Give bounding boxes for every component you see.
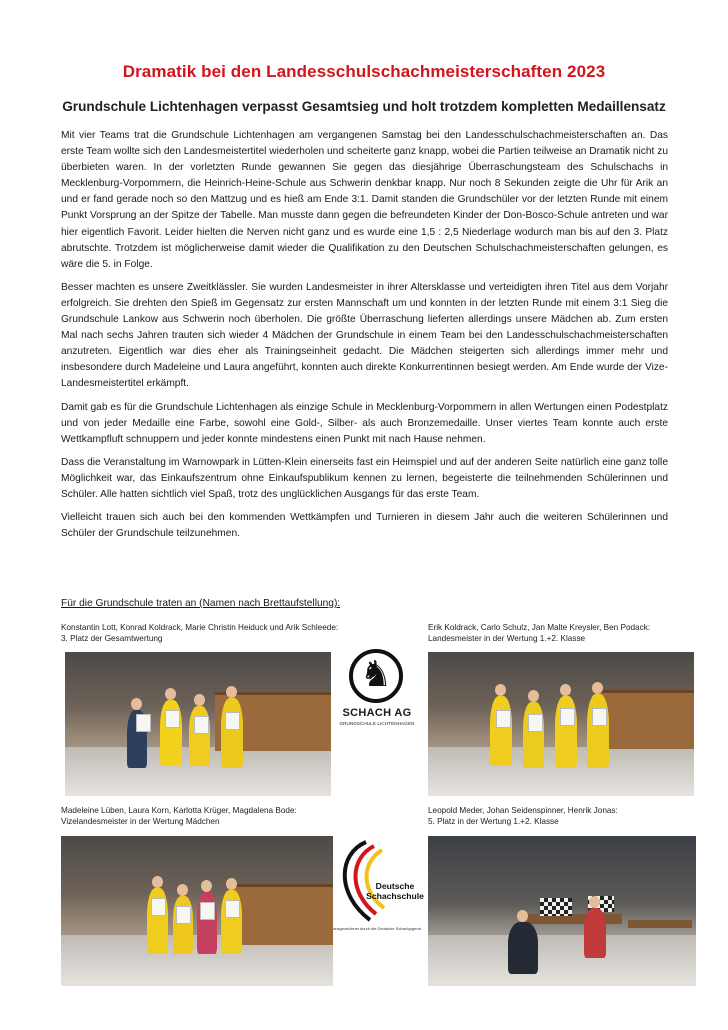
team-photo <box>428 652 694 796</box>
team-result: 3. Platz der Gesamtwertung <box>61 634 163 643</box>
paragraph: Besser machten es unsere Zweitklässler. Sie wurden Landesmeister in ihrer Altersklasse und verteidigten ihren Titel aus dem Vorjahr erfolgreich. Sie drehten den Spieß im Gegensatz zur ersten Mannschaft um und konnten in der letzten Runde mit einem 3:1 Sieg die Grundschule Lankow aus Schwerin noch überholen. Die größte Überraschung lieferten allerdings unsere Mädchen ab. Zum ersten Mal nach sechs Jahren trauten sich wieder 4 Mädchen der Grundschule in einem Team bei den Landesschulschachmeisterschaften anzutreten. Eigentlich war dies eher als Trainingseinheit gedacht. Die Mädchen steigerten sich allerdings immer mehr und insbesondere durch Madeleine und Laura angeführt, konnten auch direkte Konkurrentinnen besiegt werden. Am Ende wurde der Vize-Landesmeistertitel erkämpft. <box>61 281 668 390</box>
paragraph: Damit gab es für die Grundschule Lichtenhagen als einzige Schule in Mecklenburg-Vorpommern in allen Wertungen einen Podestplatz und von jeder Medaille eine Farbe, sowohl eine Gold-, Silber- als auch Bronzemedaille. Unser viertes Team konnte auch erste Wettkampfluft schnuppern und jeder konnte mindestens einen Punkt mit nach Hause nehmen. <box>61 401 668 445</box>
schach-ag-logo <box>336 645 418 745</box>
logo-name: SCHACH AG <box>342 707 412 719</box>
team-names: Madeleine Lüben, Laura Korn, Karlotta Krüger, Magdalena Bode: <box>61 806 297 815</box>
logo-subtitle: ausgezeichnet durch die Deutsche Schachjugend <box>333 926 421 931</box>
team-names: Erik Koldrack, Carlo Schulz, Jan Malte Kreysler, Ben Podack: <box>428 623 651 632</box>
team-caption <box>428 622 650 644</box>
logo-swoosh-icon <box>330 834 424 926</box>
article-body <box>61 128 668 549</box>
team-names: Konstantin Lott, Konrad Koldrack, Marie Christin Heiduck und Arik Schleede: <box>61 623 339 632</box>
article-title: Dramatik bei den Landesschulschachmeisterschaften 2023 <box>122 62 606 81</box>
deutsche-schachschule-logo <box>330 834 424 938</box>
team-photo <box>428 836 696 986</box>
article-subtitle: Grundschule Lichtenhagen verpasst Gesamtsieg und holt trotzdem kompletten Medaillensatz <box>62 99 666 114</box>
team-result: Vizelandesmeister in der Wertung Mädchen <box>61 817 220 826</box>
team-caption <box>428 805 618 827</box>
logo-name: Deutsche Schachschule <box>366 881 424 901</box>
team-result: Landesmeister in der Wertung 1.+2. Klasse <box>428 634 586 643</box>
paragraph: Mit vier Teams trat die Grundschule Lichtenhagen am vergangenen Samstag bei den Landesschulschachmeisterschaften an. Das erste Team wollte sich den Landesmeistertitel wiederholen und scheiterte ganz knapp, wobei die Partien teilweise an Dramatik nicht zu überbieten waren. In der vorletzten Runde gewannen Sie gegen das diesjährige Überraschungsteam des Schulschachs in Mecklenburg-Vorpommern, die Heinrich-Heine-Schule aus Schwerin denkbar knapp. Nur noch 8 Sekunden zeigte die Uhr für Arik an und er fand gerade noch so den Mattzug und es hieß am Ende 3:1. Damit standen die Grundschüler vor der letzten Runde mit einem Punkt Vorsprung an der Spitze der Tabelle. Man musste dann gegen die befreundeten Kinder der Don-Bosco-Schule antreten und war hier eigentlich Favorit. Leider hielten die Nerven nicht ganz und es wurde eine 1,5 : 2,5 Niederlage wodurch man bis auf den 3. Platz abrutschte. Trotzdem ist möglicherweise damit wieder die Qualifikation zu den Deutschen Schulschachmeisterschaften gelungen, es wäre die 5. in Folge. <box>61 130 668 270</box>
logo-subtitle: GRUNDSCHULE LICHTENHAGEN <box>339 721 415 726</box>
team-caption <box>61 622 338 644</box>
chess-knight-icon: ♞ <box>359 654 393 695</box>
paragraph: Dass die Veranstaltung im Warnowpark in Lütten-Klein einerseits fast ein Heimspiel und auf der anderen Seite natürlich eine ganz tolle Möglichkeit war, das Einkaufszentrum ohne Einkaufspublikum kennen zu lernen, begeisterte die teilnehmenden Schülerinnen und Schüler. Alle hatten sichtlich viel Spaß, trotz des unglücklichen Ausgangs für das erste Team. <box>61 456 668 500</box>
paragraph: Vielleicht trauen sich auch bei den kommenden Wettkämpfen und Turnieren in diesem Jahr auch die weiteren Schülerinnen und Schüler der Grundschule teilzunehmen. <box>61 512 668 540</box>
team-caption <box>61 805 297 827</box>
team-result: 5. Platz in der Wertung 1.+2. Klasse <box>428 817 559 826</box>
teams-heading: Für die Grundschule traten an (Namen nach Brettaufstellung): <box>61 598 341 609</box>
team-names: Leopold Meder, Johan Seidenspinner, Henrik Jonas: <box>428 806 618 815</box>
team-photo <box>65 652 331 796</box>
team-photo <box>61 836 333 986</box>
